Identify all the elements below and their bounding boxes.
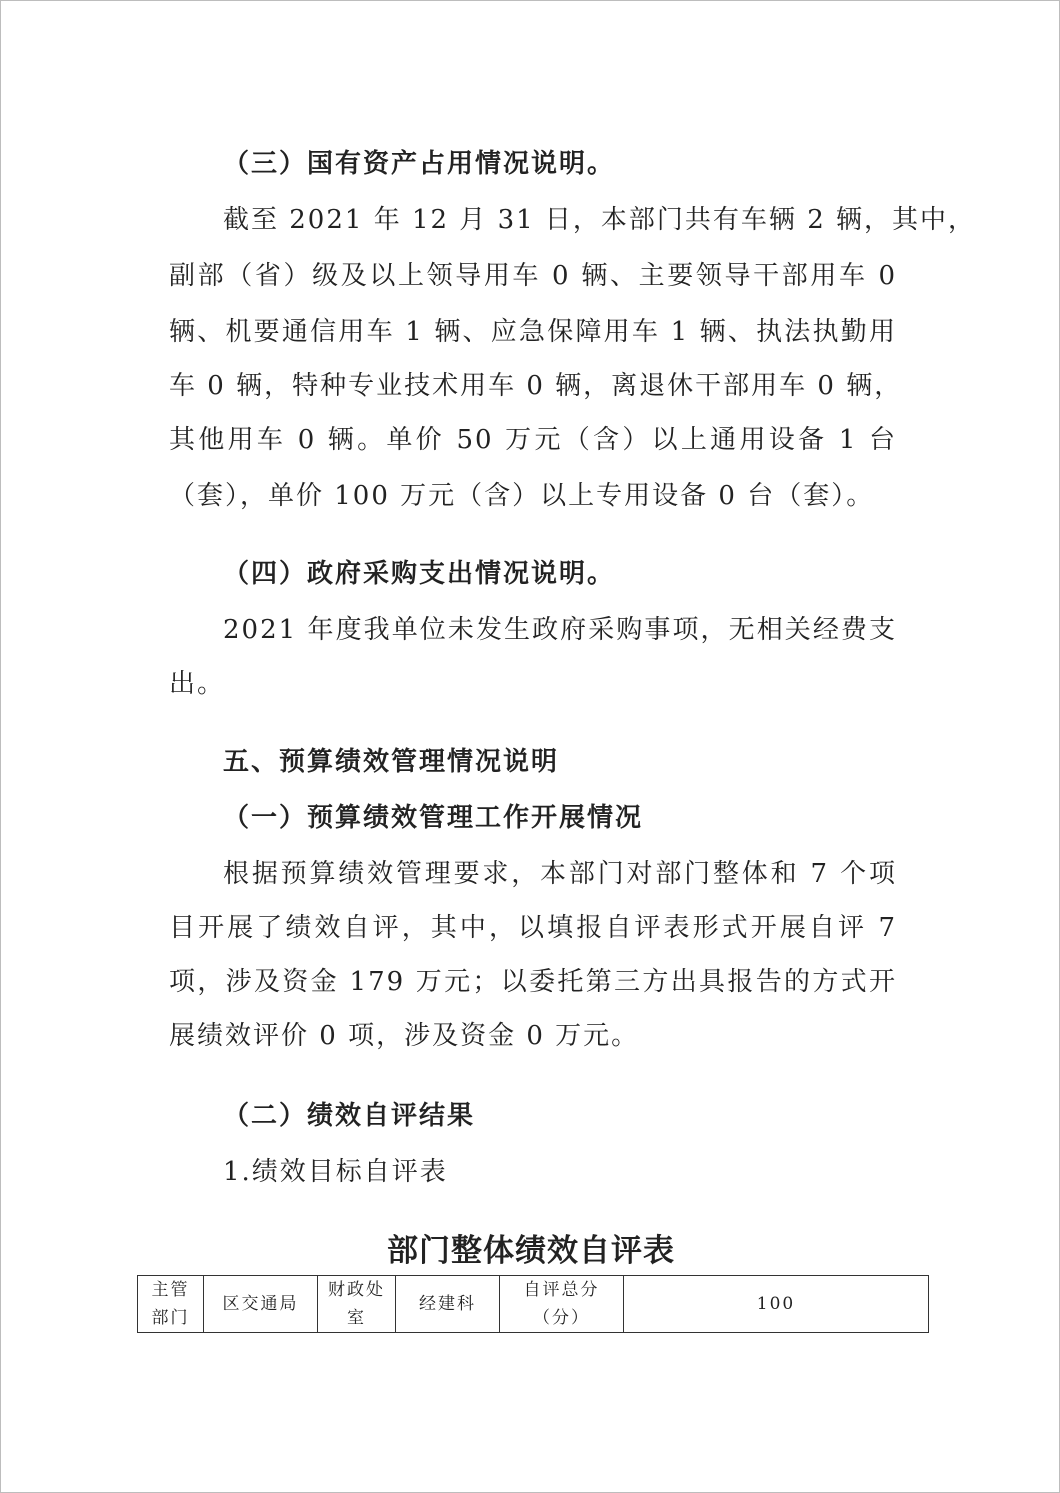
cell-finance-office-value: 经建科: [396, 1276, 500, 1333]
section-4-heading: （四）政府采购支出情况说明。: [223, 559, 616, 589]
section-5-2-item-1: 1.绩效目标自评表: [223, 1157, 448, 1187]
section-5-1-line-3: 项，涉及资金 179 万元；以委托第三方出具报告的方式开: [169, 967, 897, 997]
cell-finance-office-label: 财政处 室: [318, 1276, 396, 1333]
section-3-line-3: 辆、机要通信用车 1 辆、应急保障用车 1 辆、执法执勤用: [169, 317, 897, 347]
section-5-2-heading: （二）绩效自评结果: [223, 1101, 476, 1131]
section-5-heading: 五、预算绩效管理情况说明: [223, 747, 560, 777]
cell-supervising-dept-value: 区交通局: [204, 1276, 318, 1333]
table-title: 部门整体绩效自评表: [387, 1233, 675, 1269]
performance-table: [137, 1275, 929, 1333]
cell-supervising-dept-label: 主管 部门: [138, 1276, 204, 1333]
section-3-line-6: （套），单价 100 万元（含）以上专用设备 0 台（套）。: [169, 481, 875, 511]
cell-total-score-label: 自评总分 （分）: [500, 1276, 624, 1333]
section-3-line-5: 其他用车 0 辆。单价 50 万元（含）以上通用设备 1 台: [169, 425, 897, 455]
section-5-1-line-2: 目开展了绩效自评，其中，以填报自评表形式开展自评 7: [169, 913, 897, 943]
section-4-line-2: 出。: [169, 669, 226, 699]
table-row: [138, 1276, 929, 1333]
section-5-1-line-4: 展绩效评价 0 项，涉及资金 0 万元。: [169, 1021, 640, 1051]
section-4-line-1: 2021 年度我单位未发生政府采购事项，无相关经费支: [223, 615, 897, 645]
cell-total-score-value: 100: [624, 1276, 929, 1333]
section-3-line-2: 副部（省）级及以上领导用车 0 辆、主要领导干部用车 0: [169, 261, 897, 291]
section-5-1-line-1: 根据预算绩效管理要求，本部门对部门整体和 7 个项: [223, 859, 897, 889]
section-5-1-heading: （一）预算绩效管理工作开展情况: [223, 803, 644, 833]
section-3-paragraph: [169, 199, 976, 236]
section-3-heading: （三）国有资产占用情况说明。: [223, 149, 616, 179]
section-3-line-1: 截至 2021 年 12 月 31 日，本部门共有车辆 2 辆，其中，: [223, 205, 976, 235]
section-3-line-4: 车 0 辆，特种专业技术用车 0 辆，离退休干部用车 0 辆，: [169, 371, 903, 401]
